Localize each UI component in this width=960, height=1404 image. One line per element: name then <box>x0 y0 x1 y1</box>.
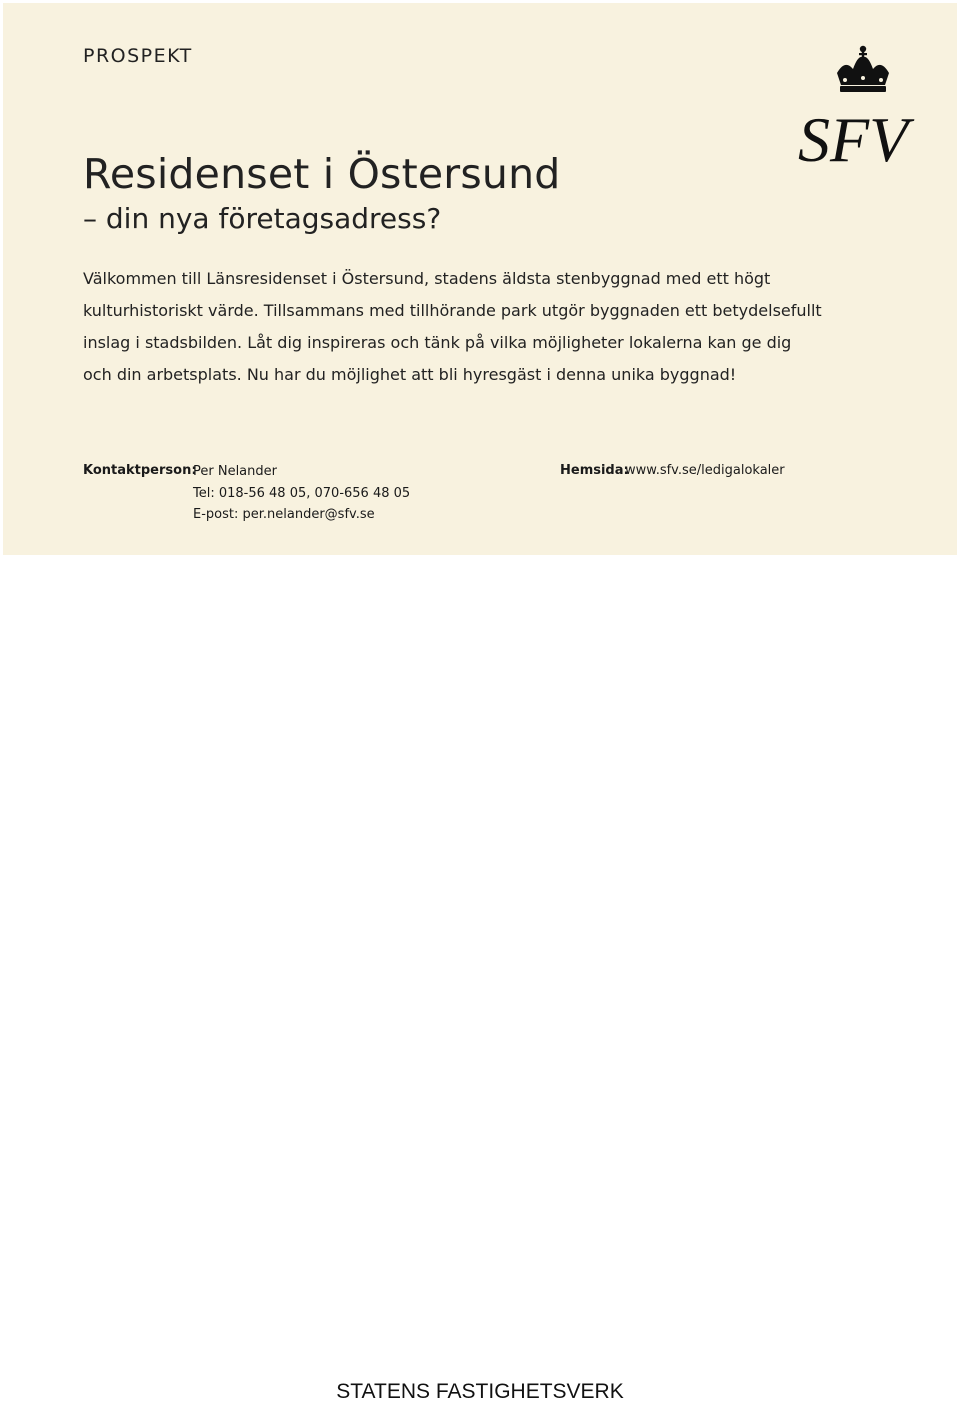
sfv-logo <box>793 43 923 173</box>
sfv-logo-text: SFV <box>798 104 909 173</box>
contact-label: Kontaktperson: <box>83 463 197 478</box>
website-label: Hemsida: <box>560 463 629 478</box>
intro-paragraph: Välkommen till Länsresidenset i Östersund, stadens äldsta stenbyggnad med ett högt kulturhistoriskt värde. Tillsammans med tillhörande park utgör byggnaden ett betydelsefullt inslag i stadsbilden. Låt dig inspireras och tänk på vilka möjligheter lokalerna kan ge dig och din arbetsplats. Nu har du möjlighet att bli hyresgäst i denna unika byggnad! <box>83 269 822 384</box>
contact-email[interactable]: E-post: per.nelander@sfv.se <box>193 507 375 522</box>
document-type-label: PROSPEKT <box>83 45 193 67</box>
crown-icon <box>837 46 889 92</box>
page-subtitle: – din nya företagsadress? <box>83 202 442 235</box>
website-link[interactable]: www.sfv.se/ledigalokaler <box>625 463 785 478</box>
page-title: Residenset i Östersund <box>83 150 561 198</box>
footer-organization: STATENS FASTIGHETSVERK <box>336 1380 624 1403</box>
header-panel <box>3 3 957 555</box>
contact-phone: Tel: 018-56 48 05, 070-656 48 05 <box>193 485 411 501</box>
contact-details <box>193 461 410 526</box>
contact-name: Per Nelander <box>193 464 277 479</box>
